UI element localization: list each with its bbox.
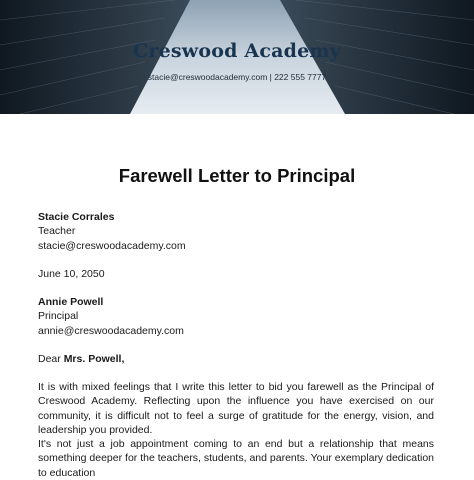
- sender-role: Teacher: [38, 225, 76, 238]
- salutation-prefix: Dear: [38, 353, 64, 365]
- recipient-role: Principal: [38, 310, 79, 323]
- sender-email: stacie@creswoodacademy.com: [38, 239, 186, 252]
- letter-date: June 10, 2050: [38, 268, 105, 280]
- body-paragraph: It's not just a job appointment coming to an end but a relationship that means something deeper for the teachers, students, and parents. Your exemplary dedication to education: [38, 438, 434, 479]
- recipient-name: Annie Powell: [38, 296, 104, 308]
- date-block: [38, 267, 438, 281]
- sender-block: [38, 210, 438, 253]
- letter-title: Farewell Letter to Principal: [118, 165, 356, 186]
- salutation: [38, 352, 438, 366]
- header-banner: [0, 0, 474, 114]
- sender-name: Stacie Corrales: [38, 211, 115, 223]
- contact-line: stacie@creswoodacademy.com | 222 555 7777: [147, 72, 327, 82]
- organization-name: Creswood Academy: [133, 40, 341, 62]
- recipient-email: annie@creswoodacademy.com: [38, 324, 184, 337]
- recipient-block: [38, 295, 438, 338]
- body-paragraph: It is with mixed feelings that I write this letter to bid you farewell as the Principal of Creswood Academy. Reflecting upon the influence you have exercised on our community, it is difficult not to feel a surge of gratitude for the energy, vision, and leadership you provided.: [38, 381, 434, 436]
- salutation-name: Mrs. Powell,: [63, 353, 125, 365]
